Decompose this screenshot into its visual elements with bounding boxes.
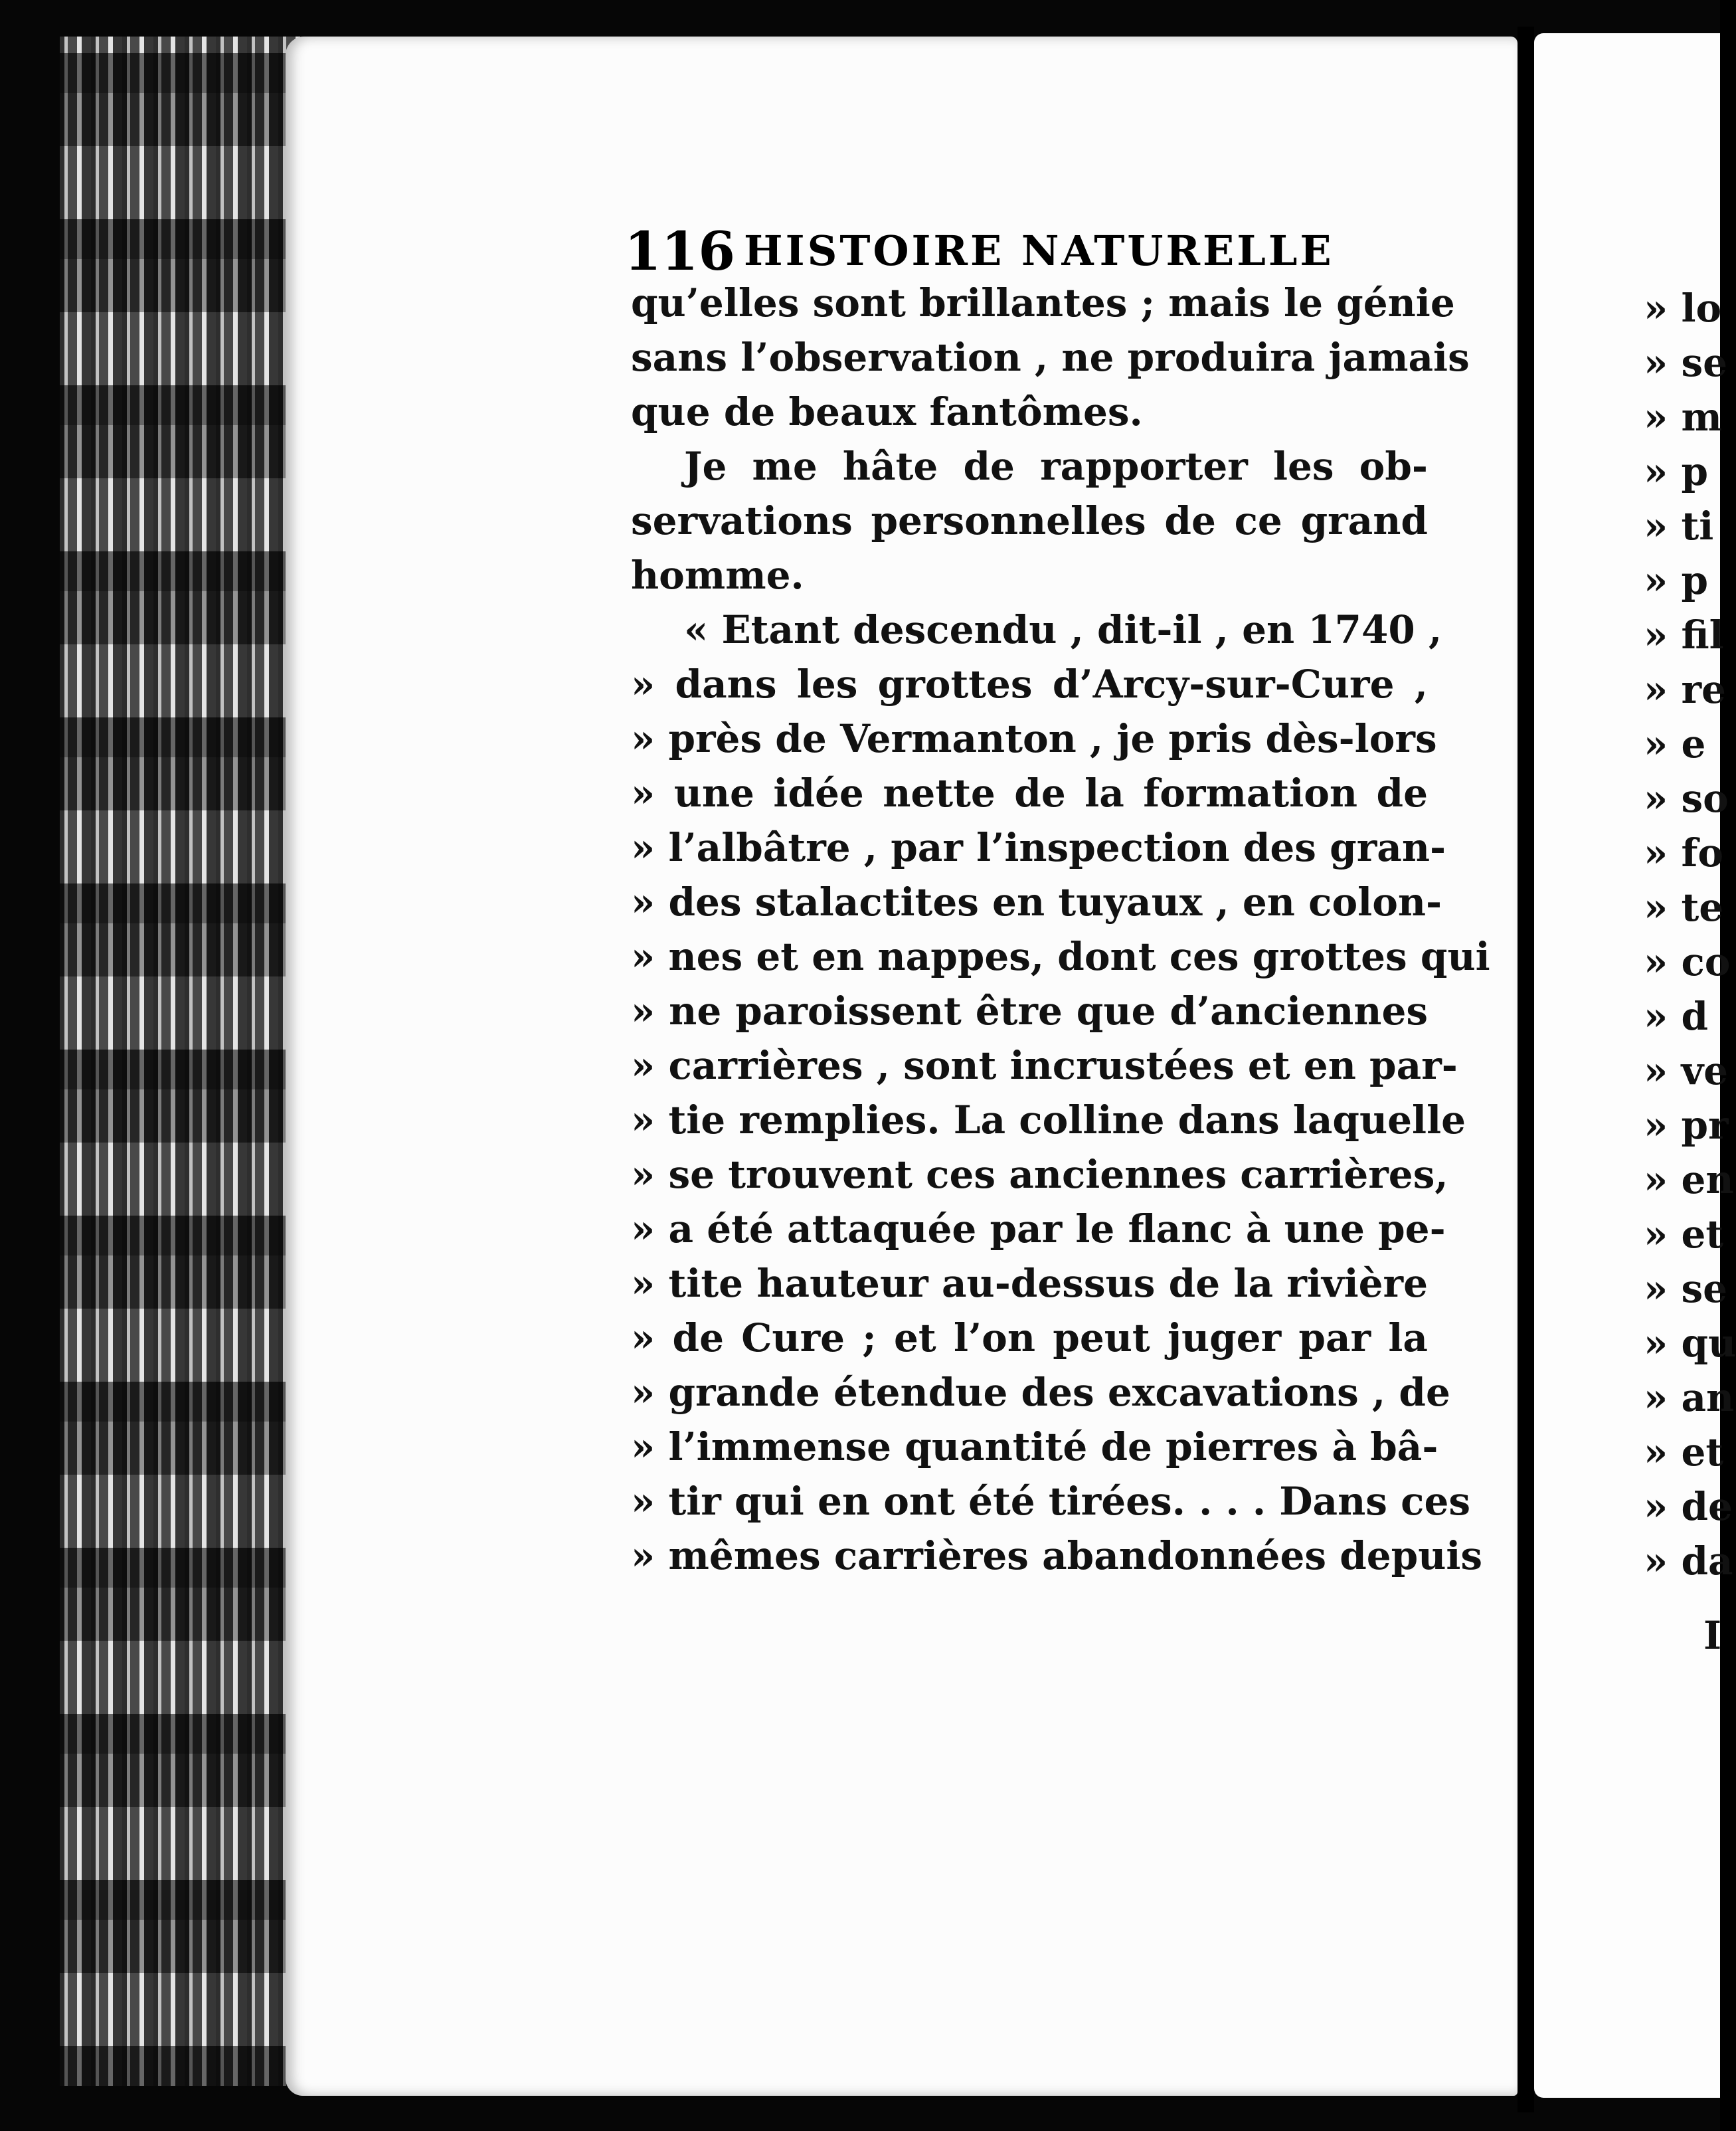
right-page-line: » ti <box>1644 504 1714 549</box>
text-line: » se trouvent ces anciennes carrières, <box>631 1152 1448 1197</box>
text-line: » nes et en nappes, dont ces grottes qui <box>631 934 1490 979</box>
text-line: » dans les grottes d’Arcy-sur-Cure , <box>631 662 1428 707</box>
text-line: » grande étendue des excavations , de <box>631 1370 1450 1415</box>
right-page-line: » p <box>1644 558 1708 603</box>
right-page-line: » an <box>1644 1375 1735 1420</box>
right-page-line: » fil <box>1644 612 1724 658</box>
right-page-line: » pr <box>1644 1103 1729 1148</box>
right-page-line: » fo <box>1644 830 1724 876</box>
text-line: » tite hauteur au-dessus de la rivière <box>631 1261 1428 1306</box>
right-page-line: » et <box>1644 1212 1724 1257</box>
page-number: 116 <box>624 220 735 282</box>
text-line: » des stalactites en tuyaux , en colon- <box>631 880 1442 925</box>
right-page-text <box>1644 281 1736 1588</box>
text-line: » mêmes carrières abandonnées depuis <box>631 1533 1483 1578</box>
text-line: servations personnelles de ce grand <box>631 498 1428 543</box>
right-page-line: » se <box>1644 1266 1727 1311</box>
text-line: Je me hâte de rapporter les ob- <box>684 444 1428 489</box>
body-text <box>631 276 1490 1583</box>
right-page-line: » se <box>1644 340 1727 385</box>
text-line: » de Cure ; et l’on peut juger par la <box>631 1315 1428 1360</box>
text-line: » l’albâtre , par l’inspection des gran- <box>631 825 1446 870</box>
right-page-line: » d <box>1644 994 1708 1039</box>
right-page-line: » te <box>1644 885 1724 930</box>
text-line: » une idée nette de la formation de <box>631 771 1428 816</box>
text-line: sans l’observation , ne produira jamais <box>631 335 1470 380</box>
text-line: » tir qui en ont été tirées. . . . Dans ces <box>631 1479 1470 1524</box>
running-title: HISTOIRE NATURELLE <box>744 227 1334 275</box>
text-line: homme. <box>631 553 804 598</box>
page-edges <box>60 37 305 2086</box>
text-line: » tie remplies. La colline dans laquelle <box>631 1097 1466 1143</box>
text-line: » près de Vermanton , je pris dès-lors <box>631 716 1437 761</box>
right-page-line: » re <box>1644 667 1726 712</box>
right-page-line: » co <box>1644 939 1731 984</box>
right-page-tail: I <box>1703 1613 1722 1658</box>
right-page-line: » lo <box>1644 286 1722 331</box>
right-page-line: » ve <box>1644 1048 1729 1093</box>
right-page-line: » so <box>1644 776 1729 821</box>
text-line: » a été attaquée par le flanc à une pe- <box>631 1206 1446 1251</box>
right-page-line: » m <box>1644 395 1722 440</box>
right-page-line: » et <box>1644 1430 1724 1475</box>
text-line: que de beaux fantômes. <box>631 389 1143 434</box>
right-page-line: » en <box>1644 1157 1734 1202</box>
text-line: qu’elles sont brillantes ; mais le génie <box>631 280 1455 325</box>
text-line: « Etant descendu , dit-il , en 1740 , <box>684 607 1442 652</box>
book-gutter <box>1518 27 1534 2112</box>
right-page-line: » da <box>1644 1538 1733 1584</box>
text-line: » l’immense quantité de pierres à bâ- <box>631 1424 1438 1469</box>
text-line: » ne paroissent être que d’anciennes <box>631 988 1428 1034</box>
right-page-line: » e <box>1644 721 1706 767</box>
text-line: » carrières , sont incrustées et en par- <box>631 1043 1458 1088</box>
right-page-line: » p <box>1644 449 1708 494</box>
right-page-line: » de <box>1644 1484 1733 1529</box>
right-page-line: » qu <box>1644 1321 1736 1366</box>
